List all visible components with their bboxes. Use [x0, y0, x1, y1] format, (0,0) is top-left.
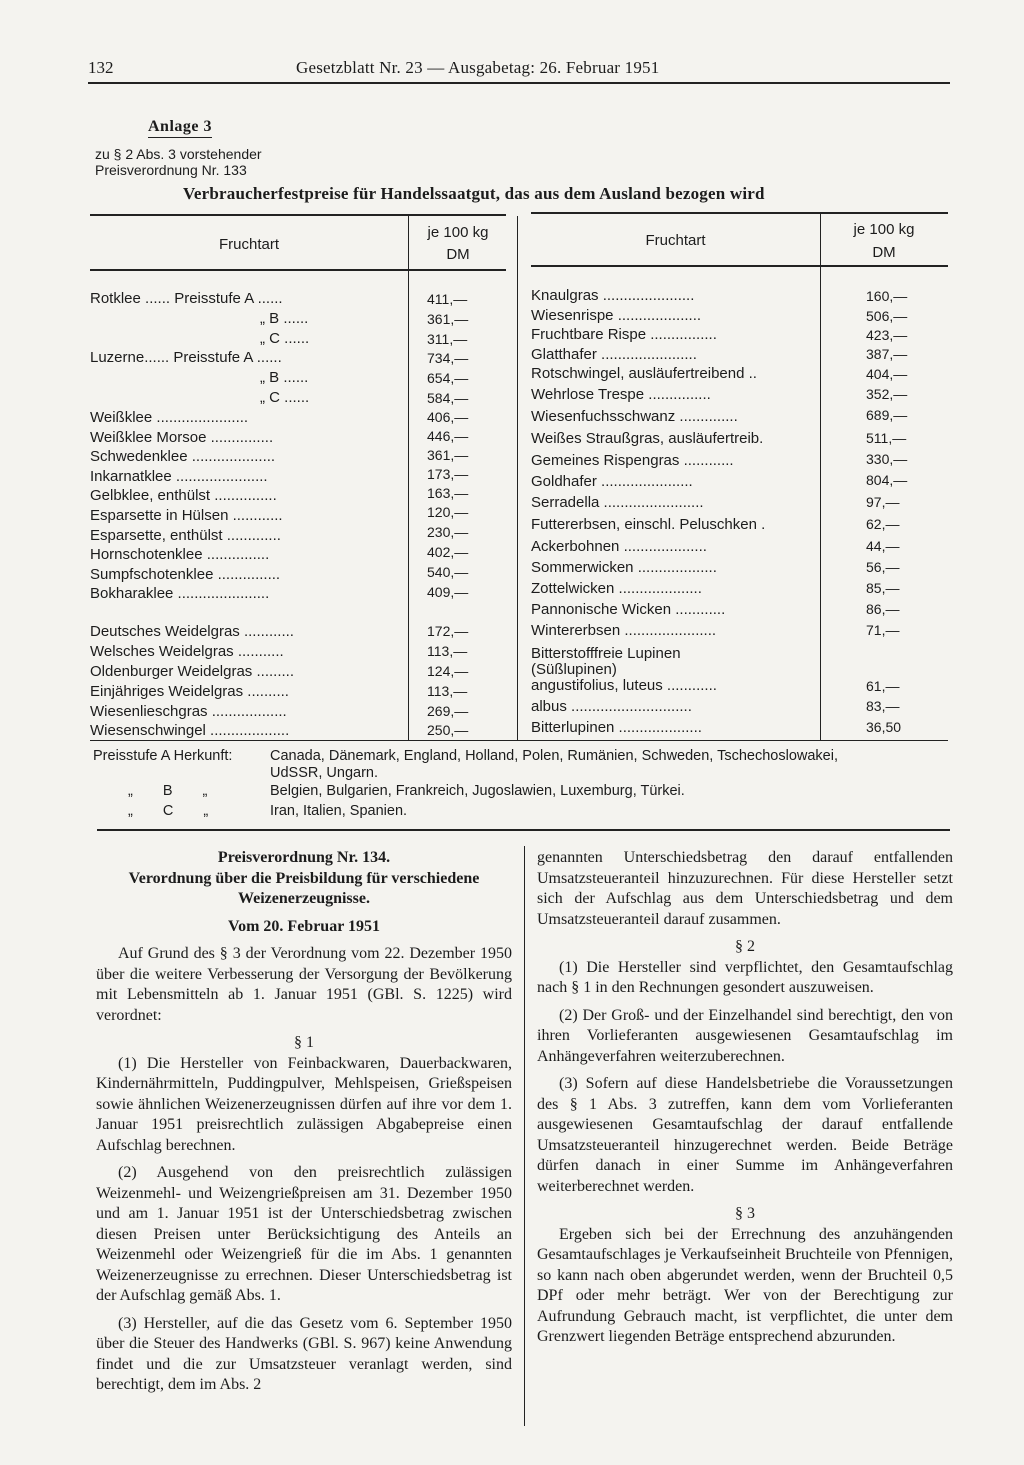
section-rule	[97, 829, 950, 831]
table-row: „ C ......	[260, 330, 310, 347]
table-price: 56,—	[866, 559, 900, 575]
table-mid-divider	[517, 216, 518, 740]
table-row: Rotklee ...... Preisstufe A ......	[90, 290, 283, 307]
anlage-subtitle-line2: Preisverordnung Nr. 133	[95, 162, 247, 178]
table-price: 402,—	[427, 544, 469, 560]
table-price: 804,—	[866, 472, 908, 488]
table-price: 71,—	[866, 622, 900, 638]
origin-b-label: „ B „	[128, 783, 208, 799]
table-row: (Süßlupinen)	[531, 661, 617, 678]
table-price: 172,—	[427, 623, 469, 639]
table-head-rule-right	[531, 265, 948, 267]
table-price: 409,—	[427, 584, 469, 600]
table-price: 654,—	[427, 370, 469, 386]
table-price: 62,—	[866, 516, 900, 532]
table-price: 423,—	[866, 327, 908, 343]
header-price-left-line2: DM	[446, 246, 470, 263]
table-row: Serradella ........................	[531, 494, 704, 511]
table-row: Esparsette, enthülst .............	[90, 527, 281, 544]
verordnung-left-column	[96, 848, 512, 1396]
table-price: 113,—	[427, 683, 468, 699]
verordnung-subheading-1: Verordnung über die Preisbildung für verschiedene	[128, 869, 480, 887]
table-price: 330,—	[866, 451, 908, 467]
table-col-divider-right	[820, 214, 821, 740]
table-row: Weißklee ......................	[90, 409, 249, 426]
section-2-title: § 2	[735, 938, 755, 955]
table-row: Weißes Straußgras, ausläufertreib.	[531, 430, 764, 447]
table-row: Hornschotenklee ...............	[90, 546, 270, 563]
verordnung-subheading-2: Weizenerzeugnisse.	[238, 890, 370, 907]
table-row: Deutsches Weidelgras ............	[90, 623, 294, 640]
section-2-paragraph-2: (2) Der Groß- und der Einzelhandel sind berechtigt, den von ihren Vorlieferanten ausgewiesenen Gesamtaufschlag im Anhängeverfahren weiterzuberechnen.	[537, 1006, 953, 1065]
table-row: Ackerbohnen ....................	[531, 538, 707, 555]
section-1-paragraph-3: (3) Hersteller, auf die das Gesetz vom 6. September 1950 über die Steuer des Handwerks (GBl. S. 967) keine Anwendung findet und die zur Umsatzsteuer veranlagt werden, sind berechtigt, dem im Abs. 2	[96, 1314, 512, 1393]
table-row: Wiesenfuchsschwanz ..............	[531, 408, 738, 425]
table-price: 44,—	[866, 538, 900, 554]
header-price-right-line2: DM	[872, 244, 896, 261]
table-price: 83,—	[866, 698, 900, 714]
table-price: 361,—	[427, 311, 469, 327]
table-price: 734,—	[427, 350, 469, 366]
page-header	[88, 58, 950, 88]
table-price: 584,—	[427, 390, 469, 406]
table-price: 113,—	[427, 643, 468, 659]
table-price: 387,—	[866, 346, 908, 362]
table-price: 160,—	[866, 288, 908, 304]
table-price: 540,—	[427, 564, 469, 580]
section-2-paragraph-3: (3) Sofern auf diese Handelsbetriebe die Voraussetzungen des § 1 Abs. 3 zutreffen, kann dem vom Vorlieferanten ausgewiesenen Gesamtaufschlag der darauf entfallende Umsatzsteueranteil hinzugerechnet werden. Beide Beträge dürfen danach in einer Summe im Anhängeverfahren weiterberechnet werden.	[537, 1075, 953, 1195]
table-row: Gemeines Rispengras ............	[531, 452, 734, 469]
table-bottom-rule	[90, 740, 948, 741]
section-1-paragraph-2: (2) Ausgehend von den preisrechtlich zulässigen Weizenmehl- und Weizengrießpreisen am 31. Dezember 1950 und am 1. Januar 1951 ist der Unterschiedsbetrag zwischen diesen Preisen unter Berücksichtigung des Anteils an Weizenmehl oder Weizengrieß für die im Abs. 1 genannten Weizenerzeugnisse zu errechnen. Dieser Unterschiedsbetrag ist der Aufschlag gemäß Abs. 1.	[96, 1164, 512, 1304]
table-row: Welsches Weidelgras ...........	[90, 643, 284, 660]
table-top-rule-right	[531, 212, 948, 214]
table-row: Wiesenlieschgras ..................	[90, 703, 287, 720]
table-row: Sumpfschotenklee ...............	[90, 566, 281, 583]
header-fruchtart-right: Fruchtart	[645, 232, 706, 249]
table-row: Glatthafer .......................	[531, 346, 697, 363]
table-row: Rotschwingel, ausläufertreibend ..	[531, 365, 757, 382]
table-price: 86,—	[866, 601, 900, 617]
table-row: Schwedenklee ....................	[90, 448, 276, 465]
table-price: 352,—	[866, 386, 908, 402]
section-1-continuation: genannten Unterschiedsbetrag den darauf entfallenden Umsatzsteueranteil hinzuzurechnen. Für diese Hersteller setzt sich der Aufschlag aus dem Unterschiedsbetrag und dem Umsatzsteueranteil darauf zusammen.	[537, 849, 953, 928]
table-row: angustifolius, luteus ............	[531, 677, 717, 694]
table-price: 230,—	[427, 524, 469, 540]
table-row: Oldenburger Weidelgras .........	[90, 663, 294, 680]
table-row: albus .............................	[531, 698, 692, 715]
table-price: 411,—	[427, 291, 468, 307]
table-price: 97,—	[866, 494, 900, 510]
section-3-paragraph-1: Ergeben sich bei der Errechnung des anzuhängenden Gesamtaufschlages je Verkaufseinheit Bruchteile von Pfennigen, so kann nach oben abgerundet werden, wenn der Bruchteil 0,5 DPf oder mehr beträgt. Wer von der Berechtigung zur Aufrundung Gebrauch macht, ist verpflichtet, die unter dem Grenzwert liegenden Beträge entsprechend abzurunden.	[537, 1225, 953, 1345]
anlage-subtitle-line1: zu § 2 Abs. 3 vorstehender	[95, 146, 262, 162]
table-row: Wiesenrispe ....................	[531, 307, 702, 324]
section-1-paragraph-1: (1) Die Hersteller von Feinbackwaren, Dauerbackwaren, Kindernährmitteln, Puddingpulver, Mehlspeisen, Grießspeisen sowie ähnlichen Weizenerzeugnissen dürfen auf ihre vor dem 1. Januar 1951 preisrechtlich zulässigen Abgabepreise einen Aufschlag berechnen.	[96, 1054, 512, 1154]
table-row: Wintererbsen ......................	[531, 622, 717, 639]
table-price: 446,—	[427, 428, 469, 444]
table-row: Futtererbsen, einschl. Peluschken .	[531, 516, 766, 533]
section-2-paragraph-1: (1) Die Hersteller sind verpflichtet, den Gesamtaufschlag nach § 1 in den Rechnungen gesondert auszuweisen.	[537, 958, 953, 996]
section-1-title: § 1	[294, 1034, 314, 1051]
table-price: 36,50	[866, 719, 902, 735]
table-row: Fruchtbare Rispe ................	[531, 326, 717, 343]
table-top-rule-left	[90, 214, 506, 216]
header-rule	[88, 82, 950, 84]
table-price: 120,—	[427, 504, 469, 520]
table-row: „ C ......	[260, 389, 310, 406]
table-row: Einjähriges Weidelgras ..........	[90, 683, 289, 700]
verordnung-heading: Preisverordnung Nr. 134.	[217, 849, 391, 866]
table-row: Bitterstofffreie Lupinen	[531, 645, 681, 662]
page-title: Gesetzblatt Nr. 23 — Ausgabetag: 26. Februar 1951	[296, 58, 660, 77]
table-col-divider-left	[408, 216, 409, 740]
table-price: 689,—	[866, 407, 908, 423]
table-head-rule-left	[90, 269, 506, 271]
origin-b-text: Belgien, Bulgarien, Frankreich, Jugoslawien, Luxemburg, Türkei.	[270, 783, 685, 799]
table-row: Gelbklee, enthülst ...............	[90, 487, 277, 504]
verordnung-intro: Auf Grund des § 3 der Verordnung vom 22. Dezember 1950 über die weitere Verbesserung der Versorgung der Bevölkerung mit Lebensmitteln ab 1. Januar 1951 (GBl. S. 1225) wird verordnet:	[96, 945, 512, 1024]
origin-a-text-1: Canada, Dänemark, England, Holland, Polen, Rumänien, Schweden, Tschechoslowakei,	[270, 748, 838, 764]
anlage-title: Anlage 3	[148, 118, 212, 138]
anlage-subtitle	[95, 146, 262, 178]
header-price-right-line1: je 100 kg	[853, 221, 915, 238]
table-title: Verbraucherfestpreise für Handelssaatgut, das aus dem Ausland bezogen wird	[183, 184, 765, 203]
origin-a-label: Preisstufe A Herkunft:	[93, 748, 233, 764]
header-fruchtart-left: Fruchtart	[218, 236, 279, 253]
table-price: 506,—	[866, 308, 908, 324]
origin-a-text-2: UdSSR, Ungarn.	[270, 765, 378, 781]
table-price: 311,—	[427, 331, 468, 347]
column-divider	[524, 846, 525, 1426]
verordnung-date: Vom 20. Februar 1951	[228, 917, 380, 935]
table-row: Pannonische Wicken ............	[531, 601, 726, 618]
table-row: Sommerwicken ...................	[531, 559, 717, 576]
table-price: 404,—	[866, 366, 908, 382]
header-price-left-line1: je 100 kg	[427, 224, 489, 241]
table-row: Knaulgras ......................	[531, 287, 695, 304]
table-price: 85,—	[866, 580, 900, 596]
table-price: 361,—	[427, 447, 469, 463]
table-row: Zottelwicken ....................	[531, 580, 702, 597]
table-row: Inkarnatklee ......................	[90, 468, 268, 485]
table-price: 511,—	[866, 430, 907, 446]
table-price: 250,—	[427, 722, 469, 738]
table-row: Wehrlose Trespe ...............	[531, 386, 711, 403]
table-price: 173,—	[427, 466, 469, 482]
page-number: 132	[88, 58, 114, 77]
table-price: 61,—	[866, 678, 900, 694]
table-row: Bokharaklee ......................	[90, 585, 270, 602]
table-row: Luzerne...... Preisstufe A ......	[90, 349, 282, 366]
table-row: „ B ......	[260, 310, 309, 327]
table-row: Weißklee Morsoe ...............	[90, 429, 274, 446]
table-price: 406,—	[427, 409, 469, 425]
origin-c-label: „ C „	[128, 803, 209, 819]
table-price: 269,—	[427, 703, 469, 719]
table-row: Goldhafer ......................	[531, 473, 693, 490]
table-row: Bitterlupinen ....................	[531, 719, 702, 736]
table-row: „ B ......	[260, 369, 309, 386]
section-3-title: § 3	[735, 1205, 755, 1222]
verordnung-right-column	[537, 848, 953, 1348]
table-row: Esparsette in Hülsen ............	[90, 507, 283, 524]
table-price: 124,—	[427, 663, 469, 679]
table-row: Wiesenschwingel ...................	[90, 722, 290, 739]
table-price: 163,—	[427, 485, 469, 501]
origin-c-text: Iran, Italien, Spanien.	[270, 803, 408, 819]
